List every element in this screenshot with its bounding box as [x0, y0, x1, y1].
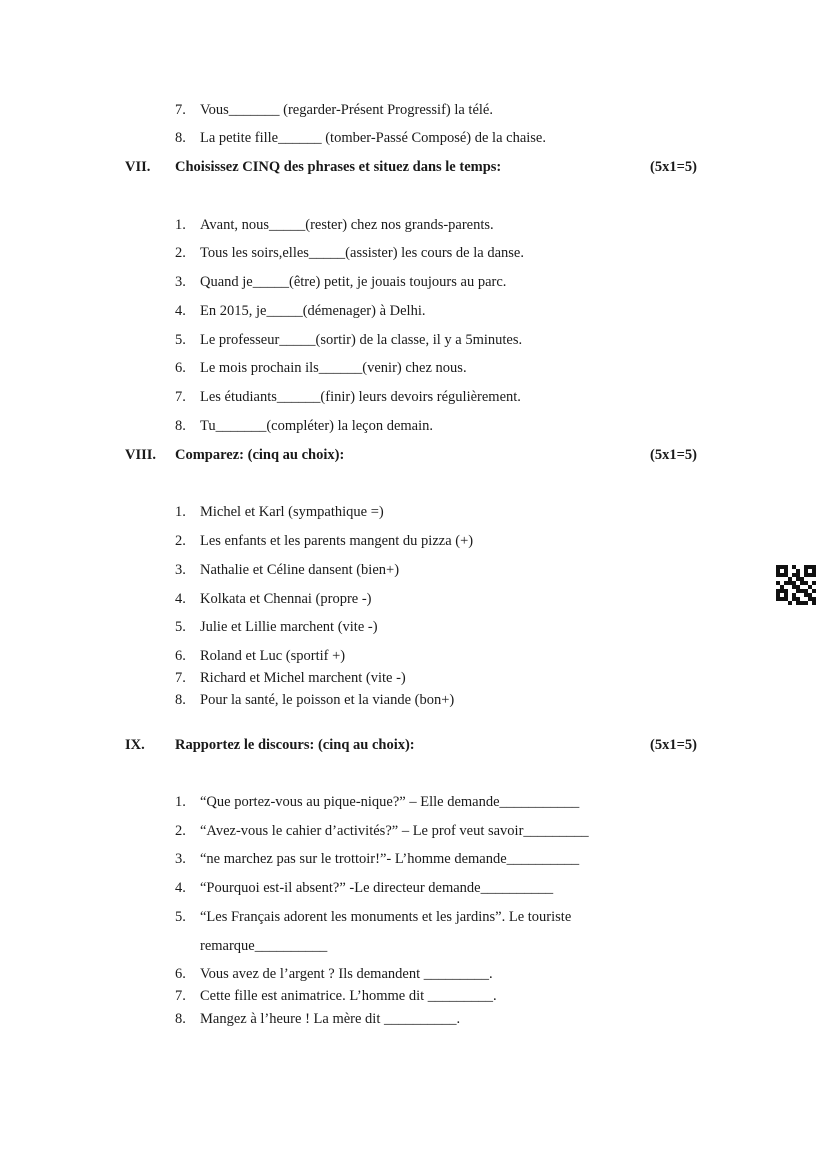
item-text: Mangez à l’heure ! La mère dit __________.	[200, 1011, 461, 1027]
item-number: 6.	[175, 648, 186, 664]
item-number: 7.	[175, 670, 186, 686]
item-text: “Pourquoi est-il absent?” -Le directeur demande__________	[200, 880, 554, 896]
item-number: 8.	[175, 1011, 186, 1027]
item-number: 4.	[175, 880, 186, 896]
item-number: 3.	[175, 851, 186, 867]
section-title: Choisissez CINQ des phrases et situez dans le temps:	[175, 159, 502, 175]
section-title: Comparez: (cinq au choix):	[175, 447, 345, 463]
item-text: Richard et Michel marchent (vite -)	[200, 670, 406, 686]
item-text: Le mois prochain ils______(venir) chez nous.	[200, 360, 467, 376]
item-text: Julie et Lillie marchent (vite -)	[200, 619, 378, 635]
item-number: 4.	[175, 303, 186, 319]
item-text: Les étudiants______(finir) leurs devoirs régulièrement.	[200, 389, 521, 405]
section-marks: (5x1=5)	[650, 447, 697, 463]
item-text: “Que portez-vous au pique-nique?” – Elle demande___________	[200, 794, 580, 810]
item-text: Cette fille est animatrice. L’homme dit _________.	[200, 988, 497, 1004]
item-number: 3.	[175, 562, 186, 578]
item-text: Quand je_____(être) petit, je jouais toujours au parc.	[200, 274, 507, 290]
item-text: Kolkata et Chennai (propre -)	[200, 591, 372, 607]
item-number: 6.	[175, 966, 186, 982]
item-text: remarque__________	[200, 938, 328, 954]
qr-code-icon	[776, 565, 816, 605]
section-number: VII.	[125, 159, 151, 175]
item-number: 6.	[175, 360, 186, 376]
item-text: Michel et Karl (sympathique =)	[200, 504, 384, 520]
item-text: “Les Français adorent les monuments et les jardins”. Le touriste	[200, 909, 572, 925]
item-number: 2.	[175, 823, 186, 839]
item-text: Nathalie et Céline dansent (bien+)	[200, 562, 400, 578]
item-number: 1.	[175, 504, 186, 520]
item-number: 8.	[175, 692, 186, 708]
section-number: IX.	[125, 737, 145, 753]
section-number: VIII.	[125, 447, 157, 463]
item-text: “ne marchez pas sur le trottoir!”- L’homme demande__________	[200, 851, 580, 867]
item-text: En 2015, je_____(démenager) à Delhi.	[200, 303, 426, 319]
item-number: 7.	[175, 988, 186, 1004]
item-number: 7.	[175, 102, 186, 118]
section-marks: (5x1=5)	[650, 737, 697, 753]
item-number: 8.	[175, 130, 186, 146]
item-text: Avant, nous_____(rester) chez nos grands-parents.	[200, 217, 494, 233]
item-text: Les enfants et les parents mangent du pizza (+)	[200, 533, 474, 549]
section-marks: (5x1=5)	[650, 159, 697, 175]
item-number: 2.	[175, 533, 186, 549]
item-text: Tous les soirs,elles_____(assister) les cours de la danse.	[200, 245, 524, 261]
item-number: 3.	[175, 274, 186, 290]
section-title: Rapportez le discours: (cinq au choix):	[175, 737, 415, 753]
item-number: 2.	[175, 245, 186, 261]
item-number: 5.	[175, 909, 186, 925]
item-text: La petite fille______ (tomber-Passé Composé) de la chaise.	[200, 130, 546, 146]
item-number: 7.	[175, 389, 186, 405]
item-number: 4.	[175, 591, 186, 607]
item-text: Tu_______(compléter) la leçon demain.	[200, 418, 434, 434]
item-text: Vous_______ (regarder-Présent Progressif) la télé.	[200, 102, 493, 118]
item-text: Le professeur_____(sortir) de la classe, il y a 5minutes.	[200, 332, 523, 348]
item-number: 1.	[175, 794, 186, 810]
item-number: 5.	[175, 619, 186, 635]
item-number: 1.	[175, 217, 186, 233]
item-number: 5.	[175, 332, 186, 348]
item-text: Roland et Luc (sportif +)	[200, 648, 346, 664]
item-number: 8.	[175, 418, 186, 434]
item-text: “Avez-vous le cahier d’activités?” – Le prof veut savoir_________	[200, 823, 589, 839]
item-text: Vous avez de l’argent ? Ils demandent _________.	[200, 966, 493, 982]
item-text: Pour la santé, le poisson et la viande (bon+)	[200, 692, 455, 708]
